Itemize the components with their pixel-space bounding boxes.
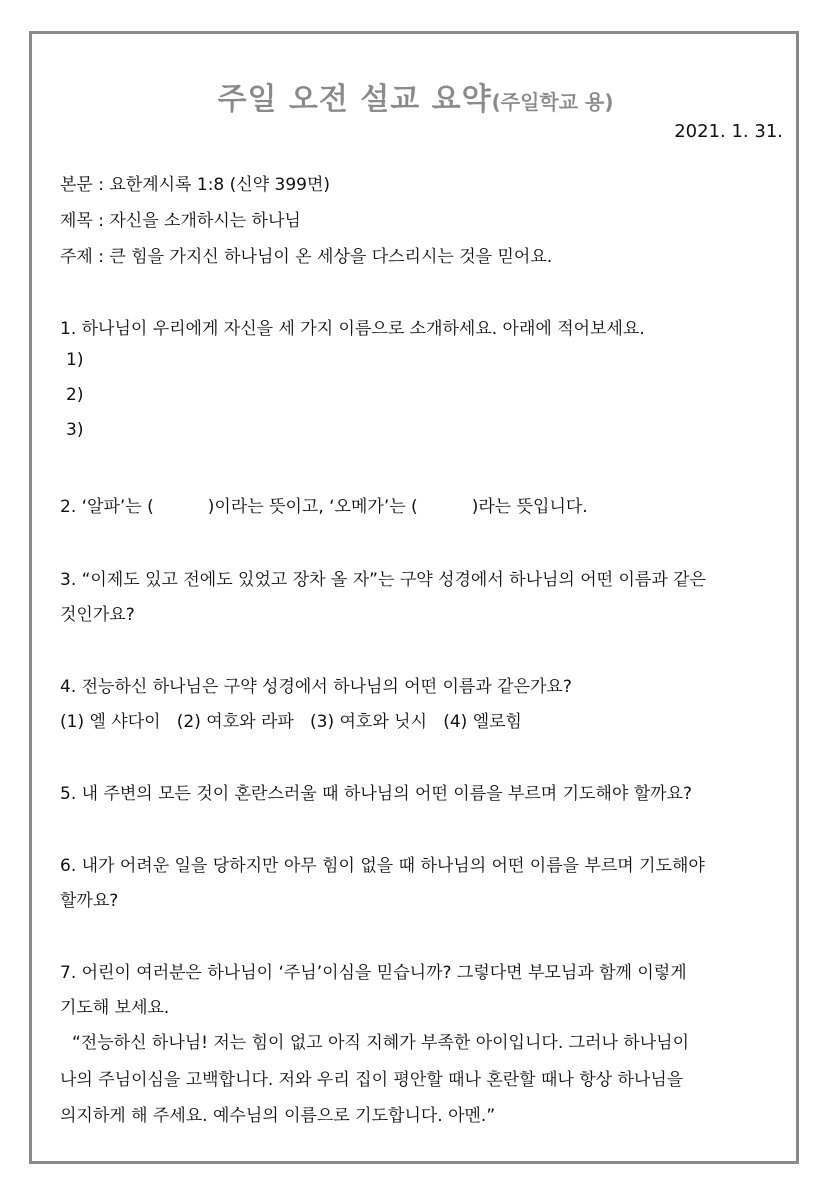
question-6-line-2: 할까요?: [60, 891, 119, 911]
sermon-title: 제목 : 자신을 소개하시는 하나님: [60, 211, 301, 231]
prayer-line-3: 의지하게 해 주세요. 예수님의 이름으로 기도합니다. 아멘.”: [60, 1106, 496, 1126]
prayer-line-2: 나의 주님이심을 고백합니다. 저와 우리 집이 평안할 때나 혼란할 때나 항상 하나님을: [60, 1070, 684, 1090]
question-4: 4. 전능하신 하나님은 구약 성경에서 하나님의 어떤 이름과 같은가요?: [60, 677, 572, 697]
question-2: 2. ‘알파’는 ( )이라는 뜻이고, ‘오메가’는 ( )라는 뜻입니다.: [60, 497, 588, 517]
question-6-line-1: 6. 내가 어려운 일을 당하지만 아무 힘이 없을 때 하나님의 어떤 이름을 부르며 기도해야: [60, 856, 705, 876]
question-3-line-1: 3. “이제도 있고 전에도 있었고 장차 올 자”는 구약 성경에서 하나님의 어떤 이름과 같은: [60, 570, 707, 590]
q1-blank-3: 3): [66, 420, 84, 440]
question-4-options: (1) 엘 샤다이 (2) 여호와 라파 (3) 여호와 닛시 (4) 엘로힘: [60, 712, 522, 732]
page-title: [0, 74, 831, 118]
title-main: 주일 오전 설교 요약: [217, 82, 492, 117]
question-3-line-2: 것인가요?: [60, 605, 135, 625]
question-1: 1. 하나님이 우리에게 자신을 세 가지 이름으로 소개하세요. 아래에 적어보세요.: [60, 319, 645, 339]
question-5: 5. 내 주변의 모든 것이 혼란스러울 때 하나님의 어떤 이름을 부르며 기도해야 할까요?: [60, 784, 693, 804]
sermon-theme: 주제 : 큰 힘을 가지신 하나님이 온 세상을 다스리시는 것을 믿어요.: [60, 247, 553, 267]
date: 2021. 1. 31.: [674, 121, 783, 142]
question-7-line-1: 7. 어린이 여러분은 하나님이 ‘주님’이심을 믿습니까? 그렇다면 부모님과 함께 이렇게: [60, 963, 687, 983]
title-sub: (주일학교 용): [491, 90, 614, 114]
q1-blank-2: 2): [66, 385, 84, 405]
passage: 본문 : 요한계시록 1:8 (신약 399면): [60, 175, 331, 195]
q1-blank-1: 1): [66, 350, 84, 370]
prayer-line-1: “전능하신 하나님! 저는 힘이 없고 아직 지혜가 부족한 아이입니다. 그러나 하나님이: [72, 1033, 689, 1053]
question-7-line-2: 기도해 보세요.: [60, 998, 170, 1018]
